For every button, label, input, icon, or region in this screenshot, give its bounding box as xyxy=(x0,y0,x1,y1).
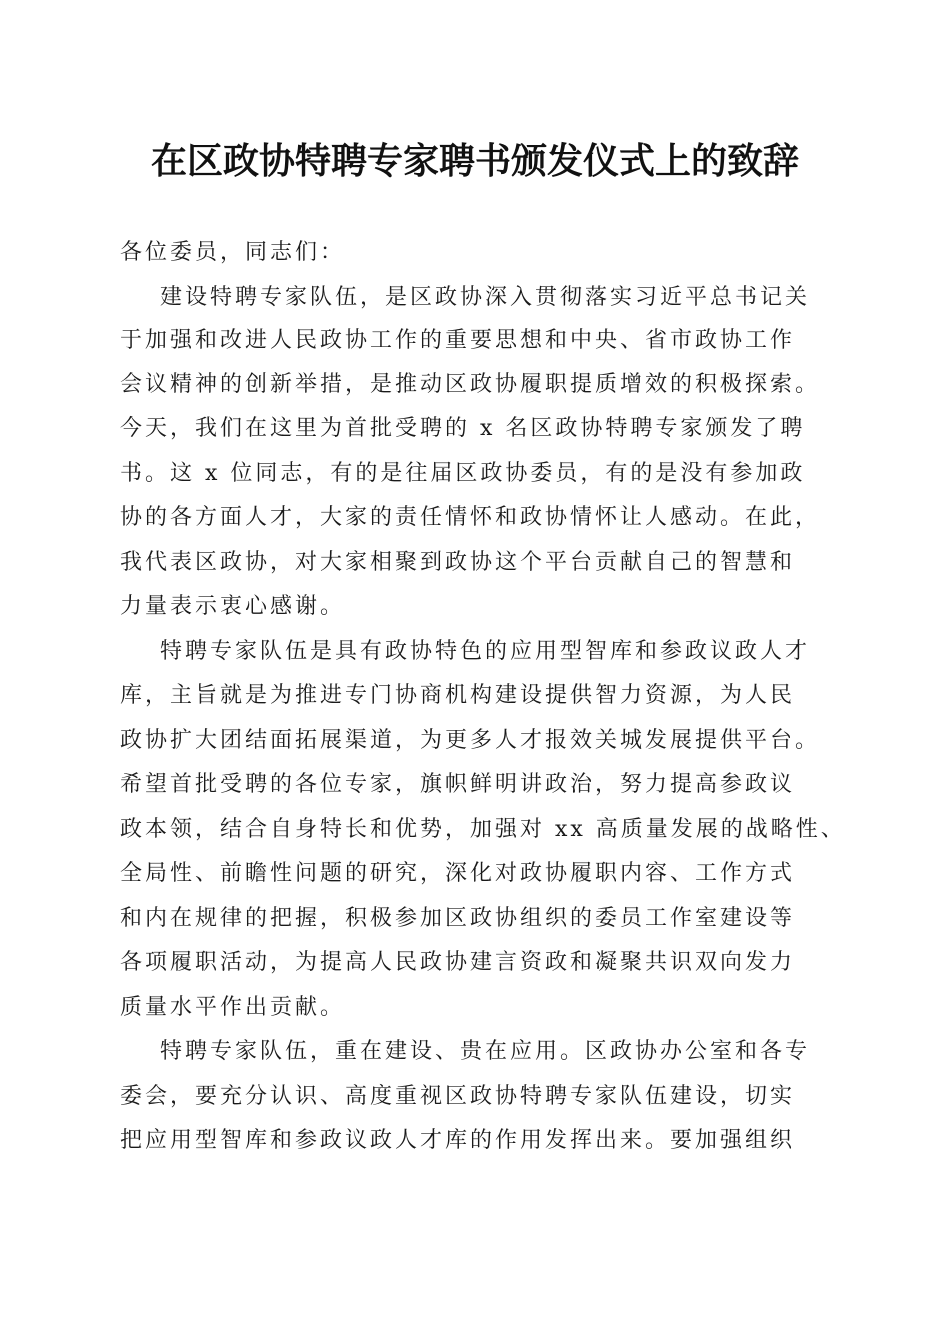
paragraph-1-line-1: 建设特聘专家队伍，是区政协深入贯彻落实习近平总书记关 xyxy=(160,285,811,310)
paragraph-2-line-5: 政本领，结合自身特长和优势，加强对 xx 高质量发展的战略性、 xyxy=(120,817,846,842)
paragraph-2-line-7: 和内在规律的把握，积极参加区政协组织的委员工作室建设等 xyxy=(120,906,796,931)
paragraph-3-line-3: 把应用型智库和参政议政人才库的作用发挥出来。要加强组织 xyxy=(120,1128,796,1153)
paragraph-1-line-7: 我代表区政协，对大家相聚到政协这个平台贡献自己的智慧和 xyxy=(120,550,796,575)
paragraph-1-line-5: 书。这 x 位同志，有的是往届区政协委员，有的是没有参加政 xyxy=(120,461,806,486)
paragraph-2-line-4: 希望首批受聘的各位专家，旗帜鲜明讲政治，努力提高参政议 xyxy=(120,772,796,797)
paragraph-1-line-6: 协的各方面人才，大家的责任情怀和政协情怀让人感动。在此， xyxy=(120,505,821,530)
paragraph-2-line-6: 全局性、前瞻性问题的研究，深化对政协履职内容、工作方式 xyxy=(120,861,796,886)
paragraph-1-line-3: 会议精神的创新举措，是推动区政协履职提质增效的积极探索。 xyxy=(120,372,821,397)
paragraph-2-line-8: 各项履职活动，为提高人民政协建言资政和凝聚共识双向发力 xyxy=(120,950,796,975)
paragraph-2-line-9: 质量水平作出贡献。 xyxy=(120,995,346,1020)
paragraph-1-line-8: 力量表示衷心感谢。 xyxy=(120,594,346,619)
paragraph-2-line-2: 库，主旨就是为推进专门协商机构建设提供智力资源，为人民 xyxy=(120,683,796,708)
paragraph-3-line-1: 特聘专家队伍，重在建设、贵在应用。区政协办公室和各专 xyxy=(160,1039,811,1064)
salutation: 各位委员，同志们： xyxy=(120,240,346,265)
paragraph-1-line-2: 于加强和改进人民政协工作的重要思想和中央、省市政协工作 xyxy=(120,328,796,353)
paragraph-3-line-2: 委会，要充分认识、高度重视区政协特聘专家队伍建设，切实 xyxy=(120,1084,796,1109)
paragraph-2-line-1: 特聘专家队伍是具有政协特色的应用型智库和参政议政人才 xyxy=(160,639,811,664)
paragraph-1-line-4: 今天，我们在这里为首批受聘的 x 名区政协特聘专家颁发了聘 xyxy=(120,416,806,441)
document-title: 在区政协特聘专家聘书颁发仪式上的致辞 xyxy=(150,140,799,182)
paragraph-2-line-3: 政协扩大团结面拓展渠道，为更多人才报效关城发展提供平台。 xyxy=(120,728,821,753)
